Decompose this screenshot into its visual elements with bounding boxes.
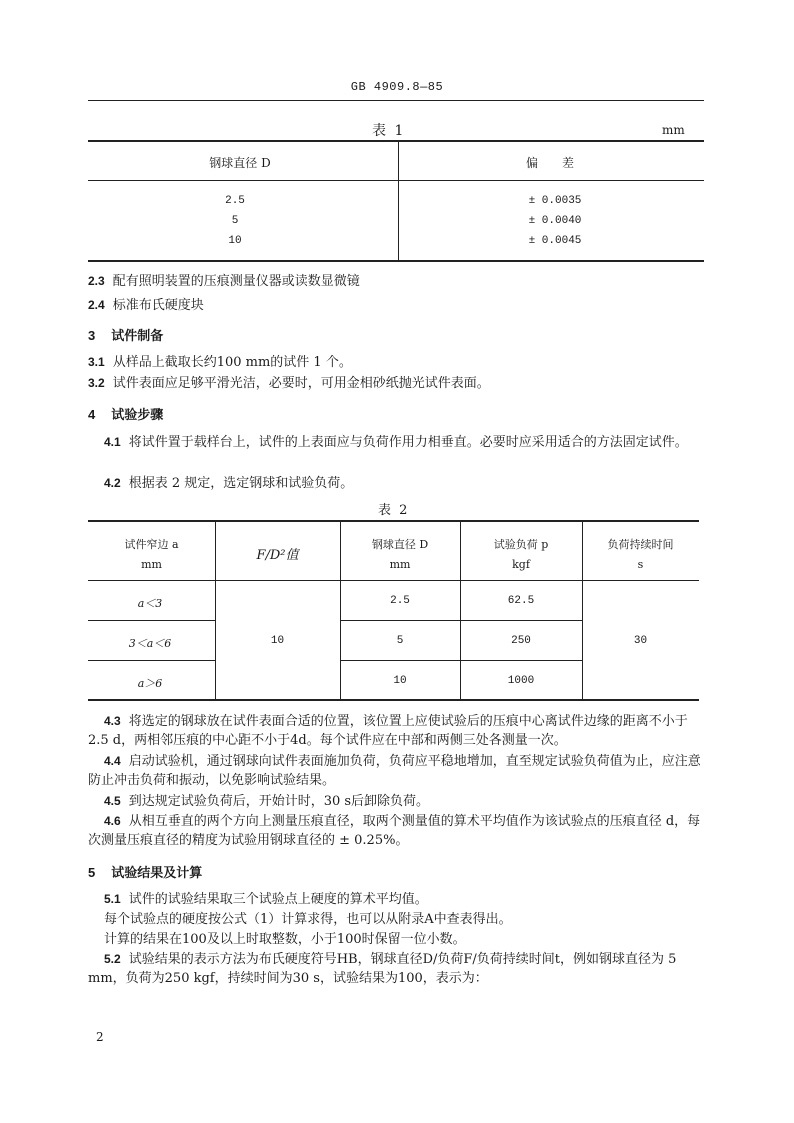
clause-number: 5.2 bbox=[104, 952, 121, 966]
table2-header-time-unit: s bbox=[637, 558, 644, 571]
table2-header-width: 试件窄边 a bbox=[124, 538, 179, 551]
table2-title: 表 2 bbox=[378, 503, 410, 518]
table2-time-value: 30 bbox=[633, 635, 648, 647]
section-4-heading bbox=[88, 404, 163, 423]
table1-diameter-cell: 10 bbox=[228, 235, 242, 247]
table2-header-load-unit: kgf bbox=[512, 558, 530, 571]
table2-header-load: 试验负荷 p bbox=[493, 538, 549, 551]
table2-ratio-value: 10 bbox=[270, 635, 285, 647]
clause-2-3 bbox=[88, 272, 704, 291]
standard-code: GB 4909.8—85 bbox=[350, 80, 444, 94]
section-5-heading bbox=[88, 862, 202, 881]
table2-load-cell: 62.5 bbox=[507, 595, 535, 607]
table2-header-rule bbox=[88, 580, 699, 581]
clause-4-6 bbox=[88, 812, 704, 850]
clause-text: 配有照明装置的压痕测量仪器或读数显微镜 bbox=[112, 274, 360, 289]
table2-header-diameter: 钢球直径 D bbox=[371, 538, 429, 551]
clause-text: 从相互垂直的两个方向上测量压痕直径，取两个测量值的算术平均值作为该试验点的压痕直径 d，每次测量压痕直径的精度为试验用钢球直径的 ± 0.25%。 bbox=[88, 814, 701, 848]
clause-text: 试件的试验结果取三个试验点上硬度的算术平均值。 bbox=[128, 892, 428, 907]
clause-3-1 bbox=[88, 353, 704, 372]
clause-number: 5.1 bbox=[104, 892, 121, 906]
clause-text: 标准布氏硬度块 bbox=[112, 298, 204, 313]
table1-bottom-rule bbox=[88, 260, 704, 262]
section-title: 试验步骤 bbox=[111, 408, 164, 423]
clause-number: 2.4 bbox=[88, 298, 105, 312]
table2-width-cell: a＞6 bbox=[137, 677, 163, 690]
section-number: 4 bbox=[88, 407, 96, 422]
clause-number: 3.1 bbox=[88, 355, 105, 369]
table1-diameter-cell: 5 bbox=[231, 215, 239, 227]
clause-text: 从样品上截取长约100 mm的试件 1 个。 bbox=[112, 355, 352, 370]
table1-header-diameter: 钢球直径 D bbox=[209, 156, 271, 170]
table2-diameter-cell: 10 bbox=[393, 675, 407, 687]
clause-number: 4.1 bbox=[104, 435, 121, 449]
clause-5-2 bbox=[88, 950, 704, 988]
clause-text: 根据表 2 规定，选定钢球和试验负荷。 bbox=[128, 476, 354, 491]
clause-text: 试验结果的表示方法为布氏硬度符号HB，钢球直径D/负荷F/负荷持续时间t，例如钢球直径为 5 mm，负荷为250 kgf，持续时间为30 s，试验结果为100，表示为： bbox=[88, 952, 677, 986]
table2-width-cell: a＜3 bbox=[137, 597, 163, 610]
table2-load-cell: 1000 bbox=[507, 675, 535, 687]
clause-number: 3.2 bbox=[88, 376, 105, 390]
table2-bottom-rule bbox=[88, 699, 699, 701]
section-3-heading bbox=[88, 325, 163, 344]
clause-5-1 bbox=[104, 890, 704, 909]
header-rule bbox=[88, 100, 704, 101]
clause-5-1-line3: 计算的结果在100及以上时取整数，小于100时保留一位小数。 bbox=[104, 932, 466, 947]
clause-text: 到达规定试验负荷后，开始计时，30 s后卸除负荷。 bbox=[128, 794, 430, 809]
clause-3-2 bbox=[88, 374, 704, 393]
clause-text: 将选定的钢球放在试件表面合适的位置，该位置上应使试验后的压痕中心离试件边缘的距离不小于2.5 d，两相邻压痕的中心距不小于4d。每个试件应在中部和两侧三处各测量一次。 bbox=[88, 714, 688, 748]
table2-load-cell: 250 bbox=[511, 635, 531, 647]
clause-4-2 bbox=[104, 474, 704, 493]
table2-top-rule bbox=[88, 520, 699, 522]
table2-width-cell: 3＜a＜6 bbox=[128, 637, 172, 650]
section-number: 3 bbox=[88, 328, 96, 343]
clause-4-5 bbox=[104, 792, 704, 811]
clause-number: 4.4 bbox=[104, 754, 121, 768]
page-number: 2 bbox=[96, 1030, 104, 1044]
table1-col-divider bbox=[398, 140, 399, 261]
clause-number: 4.2 bbox=[104, 476, 121, 490]
table2-header-ratio: F/D²值 bbox=[256, 548, 299, 563]
clause-number: 2.3 bbox=[88, 274, 105, 288]
clause-text: 试件表面应足够平滑光洁，必要时，可用金相砂纸抛光试件表面。 bbox=[112, 376, 490, 391]
table2-row-rule bbox=[88, 660, 215, 661]
clause-4-3 bbox=[88, 712, 704, 750]
table1-diameter-cell: 2.5 bbox=[225, 195, 245, 207]
table2-header-diameter-unit: mm bbox=[389, 558, 411, 571]
table1-unit: mm bbox=[662, 123, 685, 137]
section-title: 试件制备 bbox=[111, 329, 164, 344]
table2-header-width-unit: mm bbox=[141, 558, 162, 571]
clause-text: 将试件置于载样台上，试件的上表面应与负荷作用力相垂直。必要时应采用适合的方法固定试件。 bbox=[128, 435, 688, 450]
table1-header-deviation: 偏 差 bbox=[525, 156, 574, 170]
clause-5-1-line2: 每个试验点的硬度按公式（1）计算求得，也可以从附录A中查表得出。 bbox=[104, 912, 512, 927]
clause-number: 4.6 bbox=[104, 814, 121, 828]
table2-diameter-cell: 5 bbox=[396, 635, 404, 647]
table2-row-rule bbox=[340, 620, 582, 621]
table2-diameter-cell: 2.5 bbox=[390, 595, 410, 607]
table2-row-rule bbox=[88, 620, 215, 621]
clause-4-4 bbox=[88, 752, 704, 790]
table2-header-time: 负荷持续时间 bbox=[607, 538, 674, 551]
table1-deviation-cell: ± 0.0035 bbox=[528, 195, 582, 207]
clause-number: 4.5 bbox=[104, 794, 121, 808]
section-number: 5 bbox=[88, 865, 96, 880]
clause-text: 启动试验机，通过钢球向试件表面施加负荷，负荷应平稳地增加，直至规定试验负荷值为止，应注意防止冲击负荷和振动，以免影响试验结果。 bbox=[88, 754, 701, 788]
table1-deviation-cell: ± 0.0040 bbox=[528, 215, 582, 227]
clause-number: 4.3 bbox=[104, 714, 121, 728]
table1-header-rule bbox=[88, 180, 704, 181]
clause-2-4 bbox=[88, 296, 704, 315]
clause-4-1 bbox=[88, 433, 704, 452]
table1-title: 表 1 bbox=[372, 123, 406, 139]
section-title: 试验结果及计算 bbox=[111, 866, 203, 881]
table1-deviation-cell: ± 0.0045 bbox=[528, 235, 582, 247]
table2-row-rule bbox=[340, 660, 582, 661]
table1-top-rule bbox=[88, 140, 704, 142]
